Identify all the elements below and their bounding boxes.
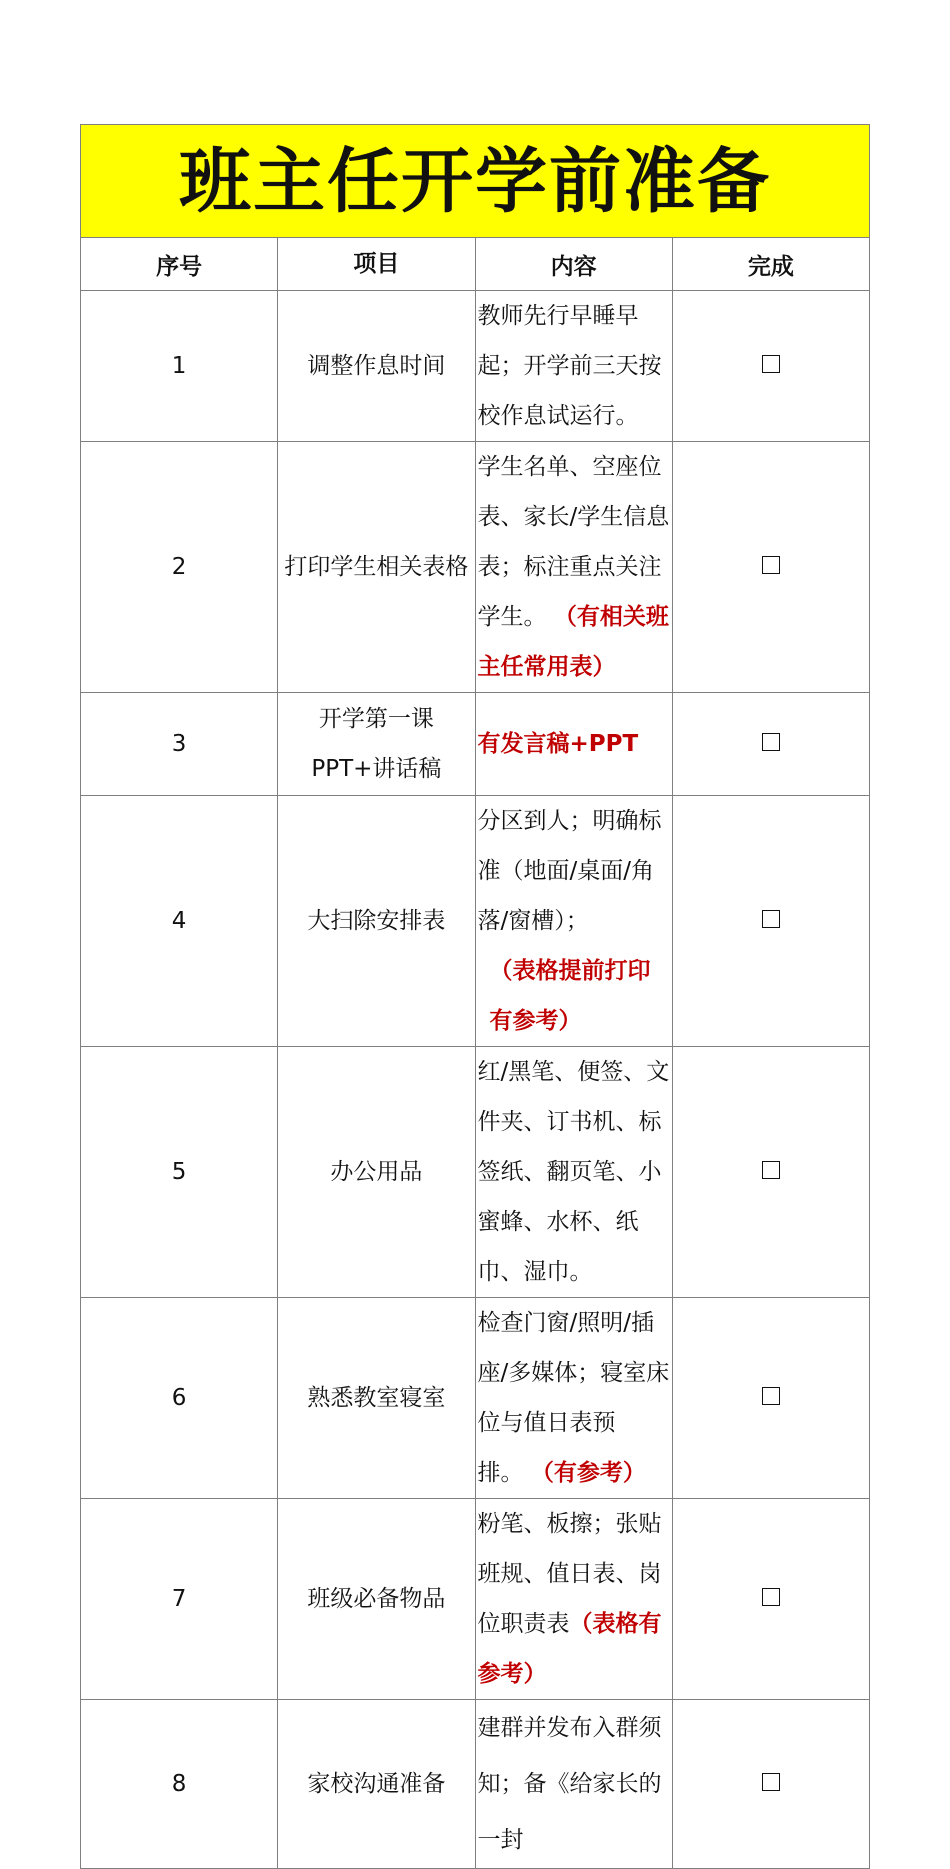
- checklist-table: [80, 124, 870, 1869]
- empty-checkbox-icon[interactable]: [762, 1387, 780, 1405]
- page-title: 班主任开学前准备: [178, 138, 771, 223]
- row-note: （有相关班主任常用表）: [477, 604, 669, 680]
- row-done[interactable]: [672, 1298, 869, 1499]
- header-done: 完成: [672, 238, 869, 291]
- row-number: 7: [81, 1499, 278, 1700]
- empty-checkbox-icon[interactable]: [762, 1588, 780, 1606]
- row-number: 5: [81, 1047, 278, 1298]
- row-number: 4: [81, 796, 278, 1047]
- row-done[interactable]: [672, 796, 869, 1047]
- table-row: [81, 1298, 870, 1499]
- row-note: 有发言稿+PPT: [477, 731, 639, 757]
- row-note: （表格有参考）: [477, 1611, 662, 1687]
- row-note: （表格提前打印有参考）: [489, 958, 651, 1034]
- row-number: 2: [81, 442, 278, 693]
- header-content: 内容: [475, 238, 672, 291]
- row-content: 分区到人；明确标准（地面/桌面/角落/窗槽）； （表格提前打印有参考）: [475, 796, 672, 1047]
- table-row: [81, 291, 870, 442]
- table-row: [81, 693, 870, 796]
- header-item: 项目: [278, 238, 475, 291]
- empty-checkbox-icon[interactable]: [762, 556, 780, 574]
- row-item: 大扫除安排表: [278, 796, 475, 1047]
- row-number: 3: [81, 693, 278, 796]
- row-number: 1: [81, 291, 278, 442]
- table-row: [81, 1499, 870, 1700]
- row-content: [475, 693, 672, 796]
- row-note: （有参考）: [530, 1460, 646, 1486]
- row-content: 建群并发布入群须知；备《给家长的一封: [475, 1700, 672, 1869]
- empty-checkbox-icon[interactable]: [762, 910, 780, 928]
- row-number: 6: [81, 1298, 278, 1499]
- row-item: 打印学生相关表格: [278, 442, 475, 693]
- row-done[interactable]: [672, 1700, 869, 1869]
- header-no: 序号: [81, 238, 278, 291]
- row-content: 检查门窗/照明/插座/多媒体；寝室床位与值日表预排。 （有参考）: [475, 1298, 672, 1499]
- row-item: 熟悉教室寝室: [278, 1298, 475, 1499]
- row-content: 粉笔、板擦；张贴班规、值日表、岗位职责表（表格有参考）: [475, 1499, 672, 1700]
- row-done[interactable]: [672, 1047, 869, 1298]
- row-item: 班级必备物品: [278, 1499, 475, 1700]
- title-banner: [81, 125, 870, 238]
- row-item: 家校沟通准备: [278, 1700, 475, 1869]
- row-content: 红/黑笔、便签、文件夹、订书机、标签纸、翻页笔、小蜜蜂、水杯、纸巾、湿巾。: [475, 1047, 672, 1298]
- row-done[interactable]: [672, 442, 869, 693]
- row-item: 调整作息时间: [278, 291, 475, 442]
- row-item: 开学第一课PPT+讲话稿: [278, 693, 475, 796]
- empty-checkbox-icon[interactable]: [762, 355, 780, 373]
- table-row: [81, 796, 870, 1047]
- row-item: 办公用品: [278, 1047, 475, 1298]
- empty-checkbox-icon[interactable]: [762, 733, 780, 751]
- row-done[interactable]: [672, 291, 869, 442]
- row-done[interactable]: [672, 1499, 869, 1700]
- table-row: [81, 442, 870, 693]
- empty-checkbox-icon[interactable]: [762, 1161, 780, 1179]
- empty-checkbox-icon[interactable]: [762, 1773, 780, 1791]
- row-content: 教师先行早睡早起；开学前三天按校作息试运行。: [475, 291, 672, 442]
- row-done[interactable]: [672, 693, 869, 796]
- checklist-sheet: [80, 124, 870, 1869]
- row-content: 学生名单、空座位表、家长/学生信息表；标注重点关注学生。 （有相关班主任常用表）: [475, 442, 672, 693]
- table-row: [81, 1047, 870, 1298]
- row-number: 8: [81, 1700, 278, 1869]
- table-row: [81, 1700, 870, 1869]
- header-row: [81, 238, 870, 291]
